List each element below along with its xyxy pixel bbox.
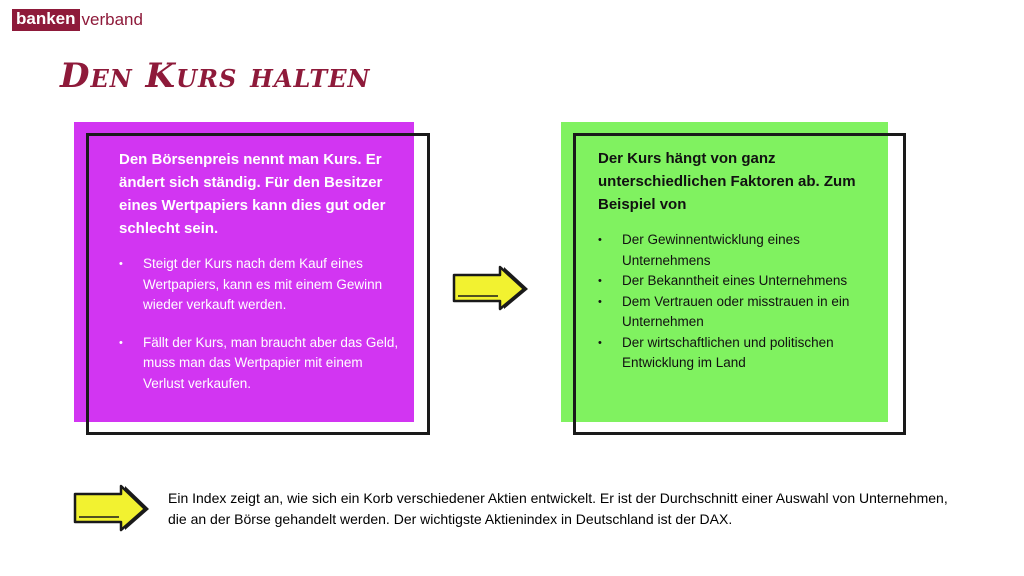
list-item xyxy=(119,333,404,395)
bullet-dot: • xyxy=(119,336,123,349)
list-item xyxy=(598,230,883,271)
bullet-text: Fällt der Kurs, man braucht aber das Geld, muss man das Wertpapier mit einem Verlust verkaufen. xyxy=(143,334,399,391)
bullet-text: Der Gewinnentwicklung eines Unternehmens xyxy=(622,232,800,268)
list-item xyxy=(119,254,404,316)
right-box-heading: Der Kurs hängt von ganz unterschiedlichen Faktoren ab. Zum Beispiel von xyxy=(598,150,856,213)
bullet-text: Dem Vertrauen oder misstrauen in ein Unternehmen xyxy=(622,293,850,329)
right-box-bullet-list xyxy=(598,230,883,374)
index-explanation-text: Ein Index zeigt an, wie sich ein Korb verschiedener Aktien entwickelt. Er ist der Durchschnitt einer Auswahl von Unternehmen, die an der Börse gehandelt werden. Der wichtigste Aktienindex in Deutschland ist der DAX. xyxy=(168,490,948,527)
bullet-text: Steigt der Kurs nach dem Kauf eines Wertpapiers, kann es mit einem Gewinn wieder verkauft werden. xyxy=(143,256,383,312)
right-box-content xyxy=(598,147,883,374)
bullet-dot: • xyxy=(598,336,602,349)
bullet-dot: • xyxy=(598,295,602,308)
left-box-bullet-list xyxy=(119,254,404,394)
right-arrow-icon xyxy=(452,265,532,313)
logo-part-verband: verband xyxy=(81,10,143,29)
list-item xyxy=(598,271,883,292)
logo-part-banken: banken xyxy=(12,9,80,31)
list-item xyxy=(598,333,883,374)
list-item xyxy=(598,292,883,333)
slide-title: Den Kurs halten xyxy=(60,56,371,96)
right-arrow-icon xyxy=(73,484,153,534)
bullet-dot: • xyxy=(119,258,123,270)
bullet-text: Der Bekanntheit eines Unternehmens xyxy=(622,273,848,288)
left-box-content xyxy=(119,148,404,411)
bullet-dot: • xyxy=(598,275,602,287)
bullet-dot: • xyxy=(598,234,602,246)
bullet-text: Der wirtschaftlichen und politischen Entwicklung im Land xyxy=(622,334,834,370)
bankenverband-logo xyxy=(12,8,143,32)
left-box-heading: Den Börsenpreis nennt man Kurs. Er ändert sich ständig. Für den Besitzer eines Wertpapiers kann dies gut oder schlecht sein. xyxy=(119,151,386,237)
